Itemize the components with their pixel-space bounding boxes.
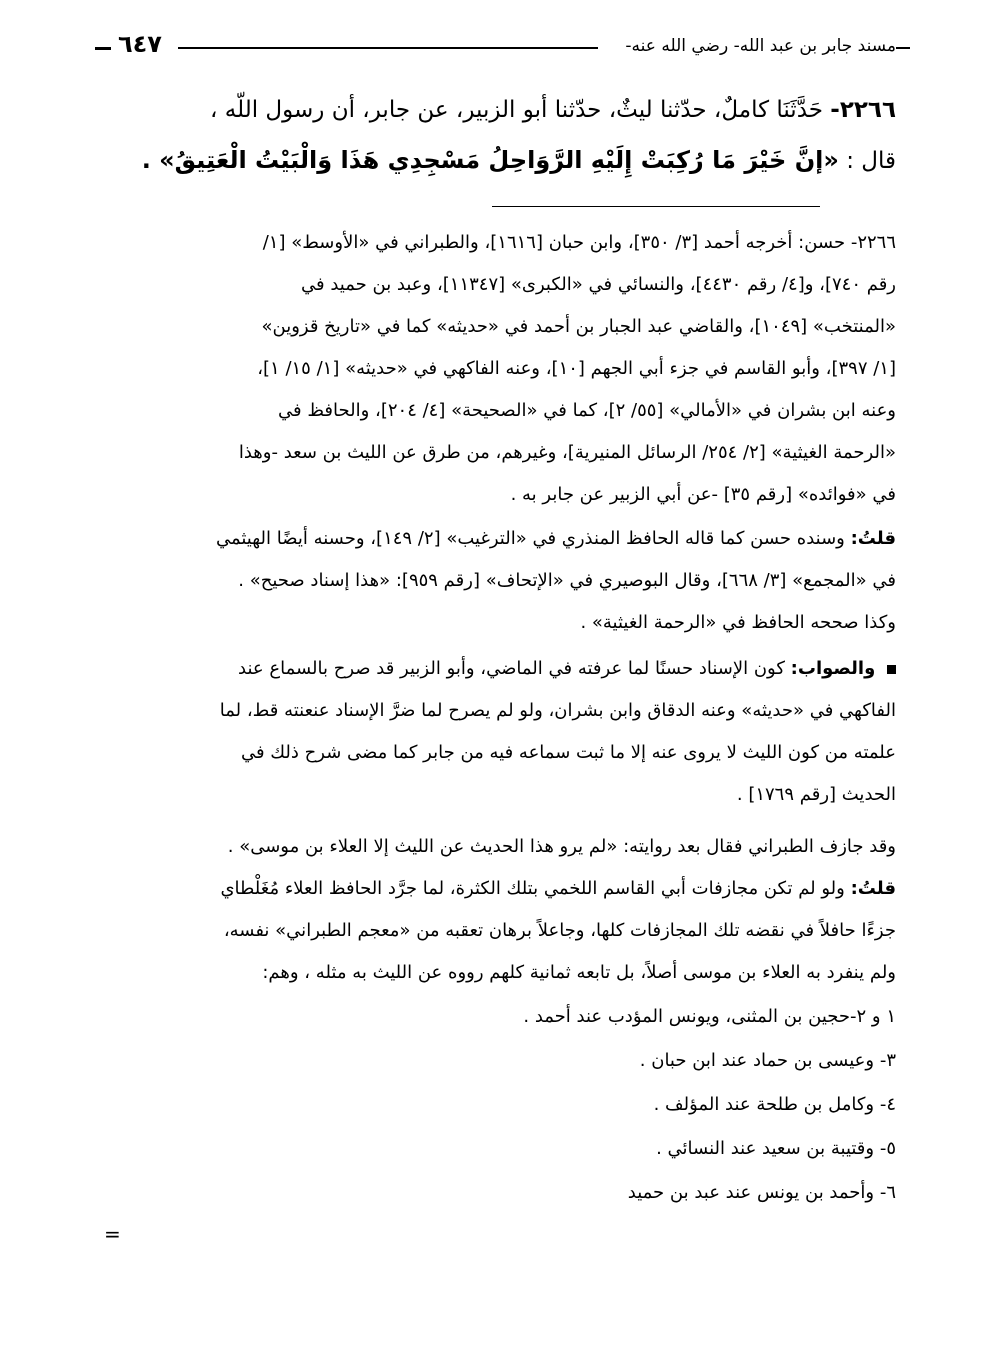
list-item: ١ و ٢-حجين بن المثنى، ويونس المؤدب عند أحمد .	[523, 1006, 896, 1027]
qultu-paragraph-line: في «المجمع» [٣/ ٦٦٨]، وقال البوصيري في «الإتحاف» [رقم ٩٥٩]: «هذا إسناد صحيح» .	[238, 570, 896, 591]
tabarani-line: وقد جازف الطبراني فقال بعد روايته: «لم يرو هذا الحديث عن الليث إلا العلاء بن موسى» .	[227, 836, 896, 857]
qultu-lead: قلتُ:	[850, 878, 896, 899]
qultu-paragraph-line	[84, 868, 896, 910]
footnote-line: رقم ٧٤٠]، و[٤/ رقم ٤٤٣٠]، والنسائي في «الكبرى» [١١٣٤٧]، وعبد بن حميد في	[301, 274, 896, 295]
page-number: ٦٤٧	[118, 30, 162, 58]
footnote-line: «الرحمة الغيثية» [٢/ ٢٥٤/ الرسائل المنيرية]، وغيرهم، من طرق عن الليث بن سعد -وهذا	[238, 442, 896, 463]
page-number-dash	[95, 47, 111, 50]
sawab-paragraph-line	[84, 648, 896, 690]
footnote-line: ٢٢٦٦- حسن: أخرجه أحمد [٣/ ٣٥٠]، وابن حبان [١٦١٦]، والطبراني في «الأوسط» [١/	[262, 232, 896, 253]
sawab-text: كون الإسناد حسنًا لما عرفته في الماضي، وأبو الزبير قد صرح بالسماع عند	[238, 658, 785, 679]
header-rule-right	[896, 47, 910, 49]
hadith-line-2	[84, 134, 896, 187]
hadith-line-1	[84, 84, 896, 136]
hadith-matn: «إنَّ خَيْرَ مَا رُكِبَتْ إِلَيْهِ الرَّوَاحِلُ مَسْجِدِي هَذَا وَالْبَيْتُ الْعَتِيقُ» .	[141, 146, 839, 174]
sawab-lead: والصواب:	[790, 658, 876, 679]
qultu-paragraph-line	[84, 518, 896, 560]
footnote-line: [١/ ٣٩٧]، وأبو القاسم في جزء أبي الجهم [١٠]، وعنه الفاكهي في «حديثه» [١/ ١٥/ ١]،	[257, 358, 896, 379]
sawab-paragraph-line: الحديث [رقم ١٧٦٩] .	[736, 784, 896, 805]
footnote-line: وعنه ابن بشران في «الأمالي» [٥٥/ ٢]، كما في «الصحيحة» [٤/ ٢٠٤]، والحافظ في	[278, 400, 896, 421]
running-header-title: مسند جابر بن عبد الله- رضي الله عنه-	[625, 36, 896, 56]
list-item: ٥- وقتيبة بن سعيد عند النسائي .	[656, 1138, 896, 1159]
qultu-lead: قلتُ:	[850, 528, 896, 549]
hadith-qala: قال :	[846, 148, 896, 174]
footnote-separator	[492, 206, 820, 207]
list-item: ٤- وكامل بن طلحة عند المؤلف .	[653, 1094, 896, 1115]
qultu-paragraph-line: ولم ينفرد به العلاء بن موسى أصلاً، بل تابعه ثمانية كلهم رووه عن الليث به مثله ، وهم:	[262, 962, 896, 983]
sawab-paragraph-line: الفاكهي في «حديثه» وعنه الدقاق وابن بشران، ولو لم يصرح لما ضرَّ الإسناد عنعنته قط، لما	[219, 700, 896, 721]
hadith-number: ٢٢٦٦-	[830, 97, 896, 123]
qultu-paragraph-line: وكذا صححه الحافظ في «الرحمة الغيثية» .	[580, 612, 896, 633]
qultu-text: ولو لم تكن مجازفات أبي القاسم اللخمي بتلك الكثرة، لما جرَّد الحافظ العلاء مُغَلْطاي	[220, 878, 845, 899]
footnote-line: في «فوائده» [رقم ٣٥] -عن أبي الزبير عن جابر به .	[510, 484, 896, 505]
qultu-paragraph-line: جزءًا حافلاً في نقضه تلك المجازفات كلها، وجاعلاً برهان تعقبه من «معجم الطبراني» نفسه،	[223, 920, 896, 941]
square-bullet-icon	[887, 665, 896, 674]
sawab-paragraph-line: علمته من كون الليث لا يروى عنه إلا ما ثبت سماعه فيه من جابر كما مضى شرح ذلك في	[240, 742, 896, 763]
footnote-line: «المنتخب» [١٠٤٩]، والقاضي عبد الجبار بن أحمد في «حديثه» كما في «تاريخ قزوين»	[261, 316, 896, 337]
hadith-isnad: حَدَّثَنَا كاملٌ، حدّثنا ليثٌ، حدّثنا أبو الزبير، عن جابر، أن رسول اللّه ،	[210, 97, 823, 123]
list-item: ٣- وعيسى بن حماد عند ابن حبان .	[639, 1050, 896, 1071]
header-rule	[178, 47, 598, 49]
list-item: ٦- وأحمد بن يونس عند عبد بن حميد	[627, 1182, 896, 1203]
continuation-mark: =	[104, 1222, 121, 1246]
qultu-text: وسنده حسن كما قاله الحافظ المنذري في «الترغيب» [٢/ ١٤٩]، وحسنه أيضًا الهيثمي	[215, 528, 845, 549]
